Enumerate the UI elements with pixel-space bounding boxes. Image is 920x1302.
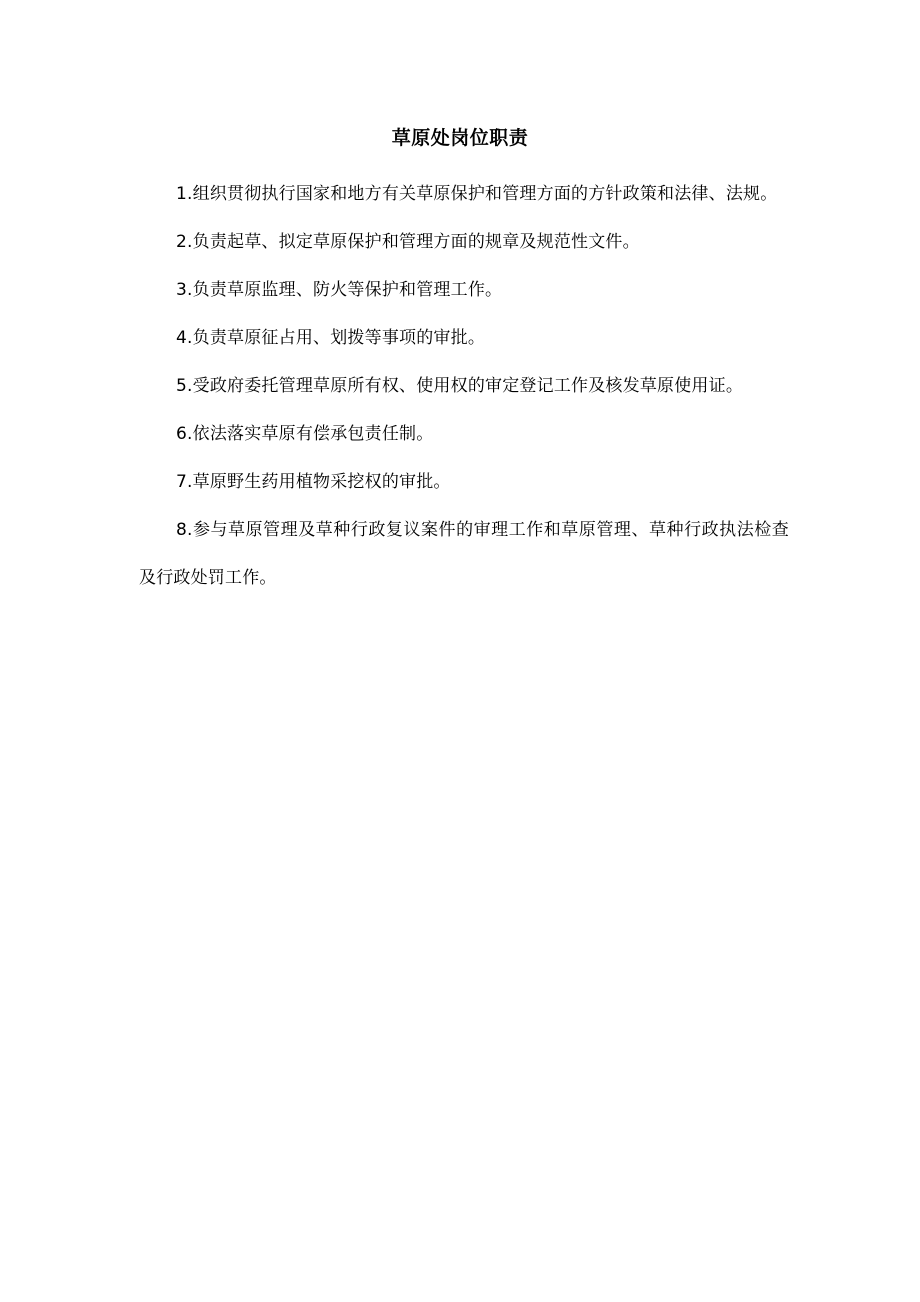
duty-item-1: 1.组织贯彻执行国家和地方有关草原保护和管理方面的方针政策和法律、法规。	[176, 184, 778, 204]
duty-item-6: 6.依法落实草原有偿承包责任制。	[176, 424, 434, 444]
page-title: 草原处岗位职责	[391, 127, 529, 149]
duty-item-3: 3.负责草原监理、防火等保护和管理工作。	[176, 280, 503, 300]
duty-item-7: 7.草原野生药用植物采挖权的审批。	[176, 472, 451, 492]
duty-list	[139, 170, 789, 602]
duty-item-2: 2.负责起草、拟定草原保护和管理方面的规章及规范性文件。	[176, 232, 640, 252]
duty-item-5: 5.受政府委托管理草原所有权、使用权的审定登记工作及核发草原使用证。	[176, 376, 744, 396]
duty-item-4: 4.负责草原征占用、划拨等事项的审批。	[176, 328, 486, 348]
duty-item-8: 8.参与草原管理及草种行政复议案件的审理工作和草原管理、草种行政执法检查及行政处罚工作。	[139, 520, 789, 588]
